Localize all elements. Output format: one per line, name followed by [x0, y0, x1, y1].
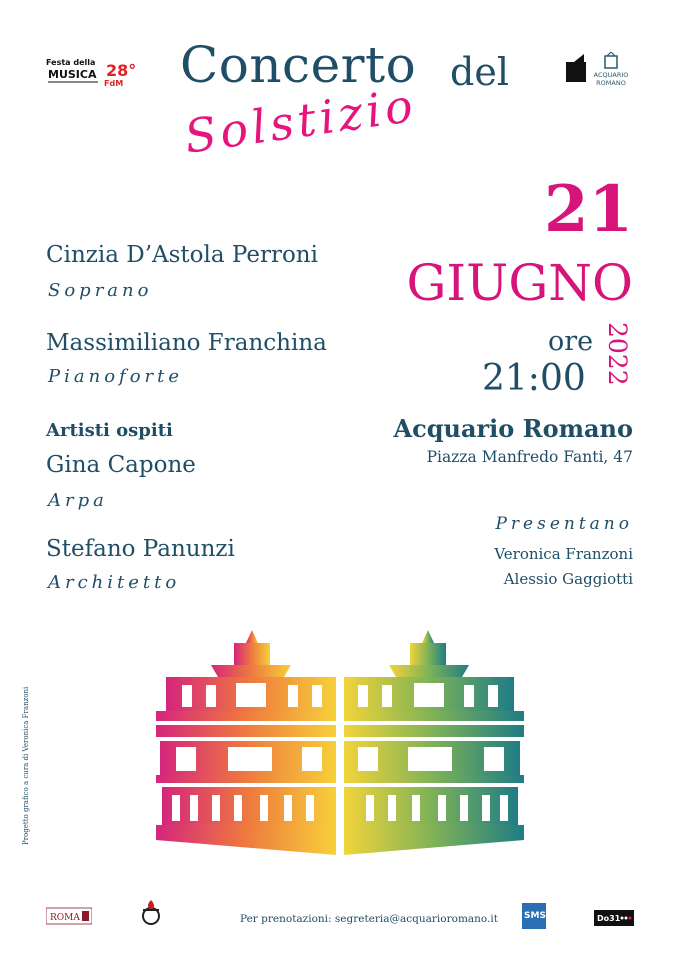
venue-address: Piazza Manfredo Fanti, 47 [426, 448, 633, 466]
title-solstizio: Solstizio [181, 77, 420, 164]
svg-text:ACQUARIO: ACQUARIO [593, 71, 629, 79]
guest-role: Arpa [48, 490, 108, 511]
guest-name: Gina Capone [46, 452, 196, 478]
booking-info: Per prenotazioni: segreteria@acquarioromano.it [240, 913, 498, 925]
sms-logo [522, 903, 546, 933]
svg-text:SMS: SMS [524, 911, 546, 921]
svg-text:28°: 28° [106, 61, 136, 80]
venue-name: Acquario Romano [393, 414, 633, 443]
svg-text:ROMA: ROMA [50, 913, 80, 923]
performer-role: Soprano [48, 280, 153, 301]
festa-della-musica-logo [44, 54, 136, 90]
svg-text:2022: 2022 [603, 322, 632, 386]
svg-text:MUSICA: MUSICA [48, 68, 97, 81]
performer-name: Massimiliano Franchina [46, 330, 327, 356]
event-ore-label: ore [548, 326, 594, 357]
performer-name: Cinzia D’Astola Perroni [46, 242, 318, 268]
presenter-name: Alessio Gaggiotti [503, 570, 633, 588]
guests-heading: Artisti ospiti [46, 420, 173, 441]
title-main: Concerto [180, 36, 417, 94]
svg-text:FdM: FdM [104, 79, 124, 88]
acquario-building-illustration [156, 625, 524, 868]
do31-logo [594, 910, 634, 930]
presenter-name: Veronica Franzoni [494, 545, 633, 563]
svg-text:Festa della: Festa della [46, 58, 96, 67]
performer-role: Pianoforte [48, 366, 184, 387]
guest-name: Stefano Panunzi [46, 536, 235, 562]
event-year [597, 320, 647, 400]
title-del: del [450, 50, 509, 94]
roma-logo [46, 906, 92, 930]
event-day: 21 [543, 172, 633, 247]
guest-role: Architetto [48, 572, 181, 593]
svg-text:Do31: Do31 [597, 914, 621, 923]
partner-logos-top-right [564, 52, 634, 90]
event-month: GIUGNO [406, 254, 633, 312]
carabinieri-emblem [138, 898, 164, 932]
svg-text:ROMANO: ROMANO [596, 79, 626, 87]
event-time: 21:00 [482, 358, 586, 399]
graphic-design-credit: Progetto grafico a cura di Veronica Franzoni [22, 686, 30, 845]
presentano-label: Presentano [495, 514, 633, 534]
